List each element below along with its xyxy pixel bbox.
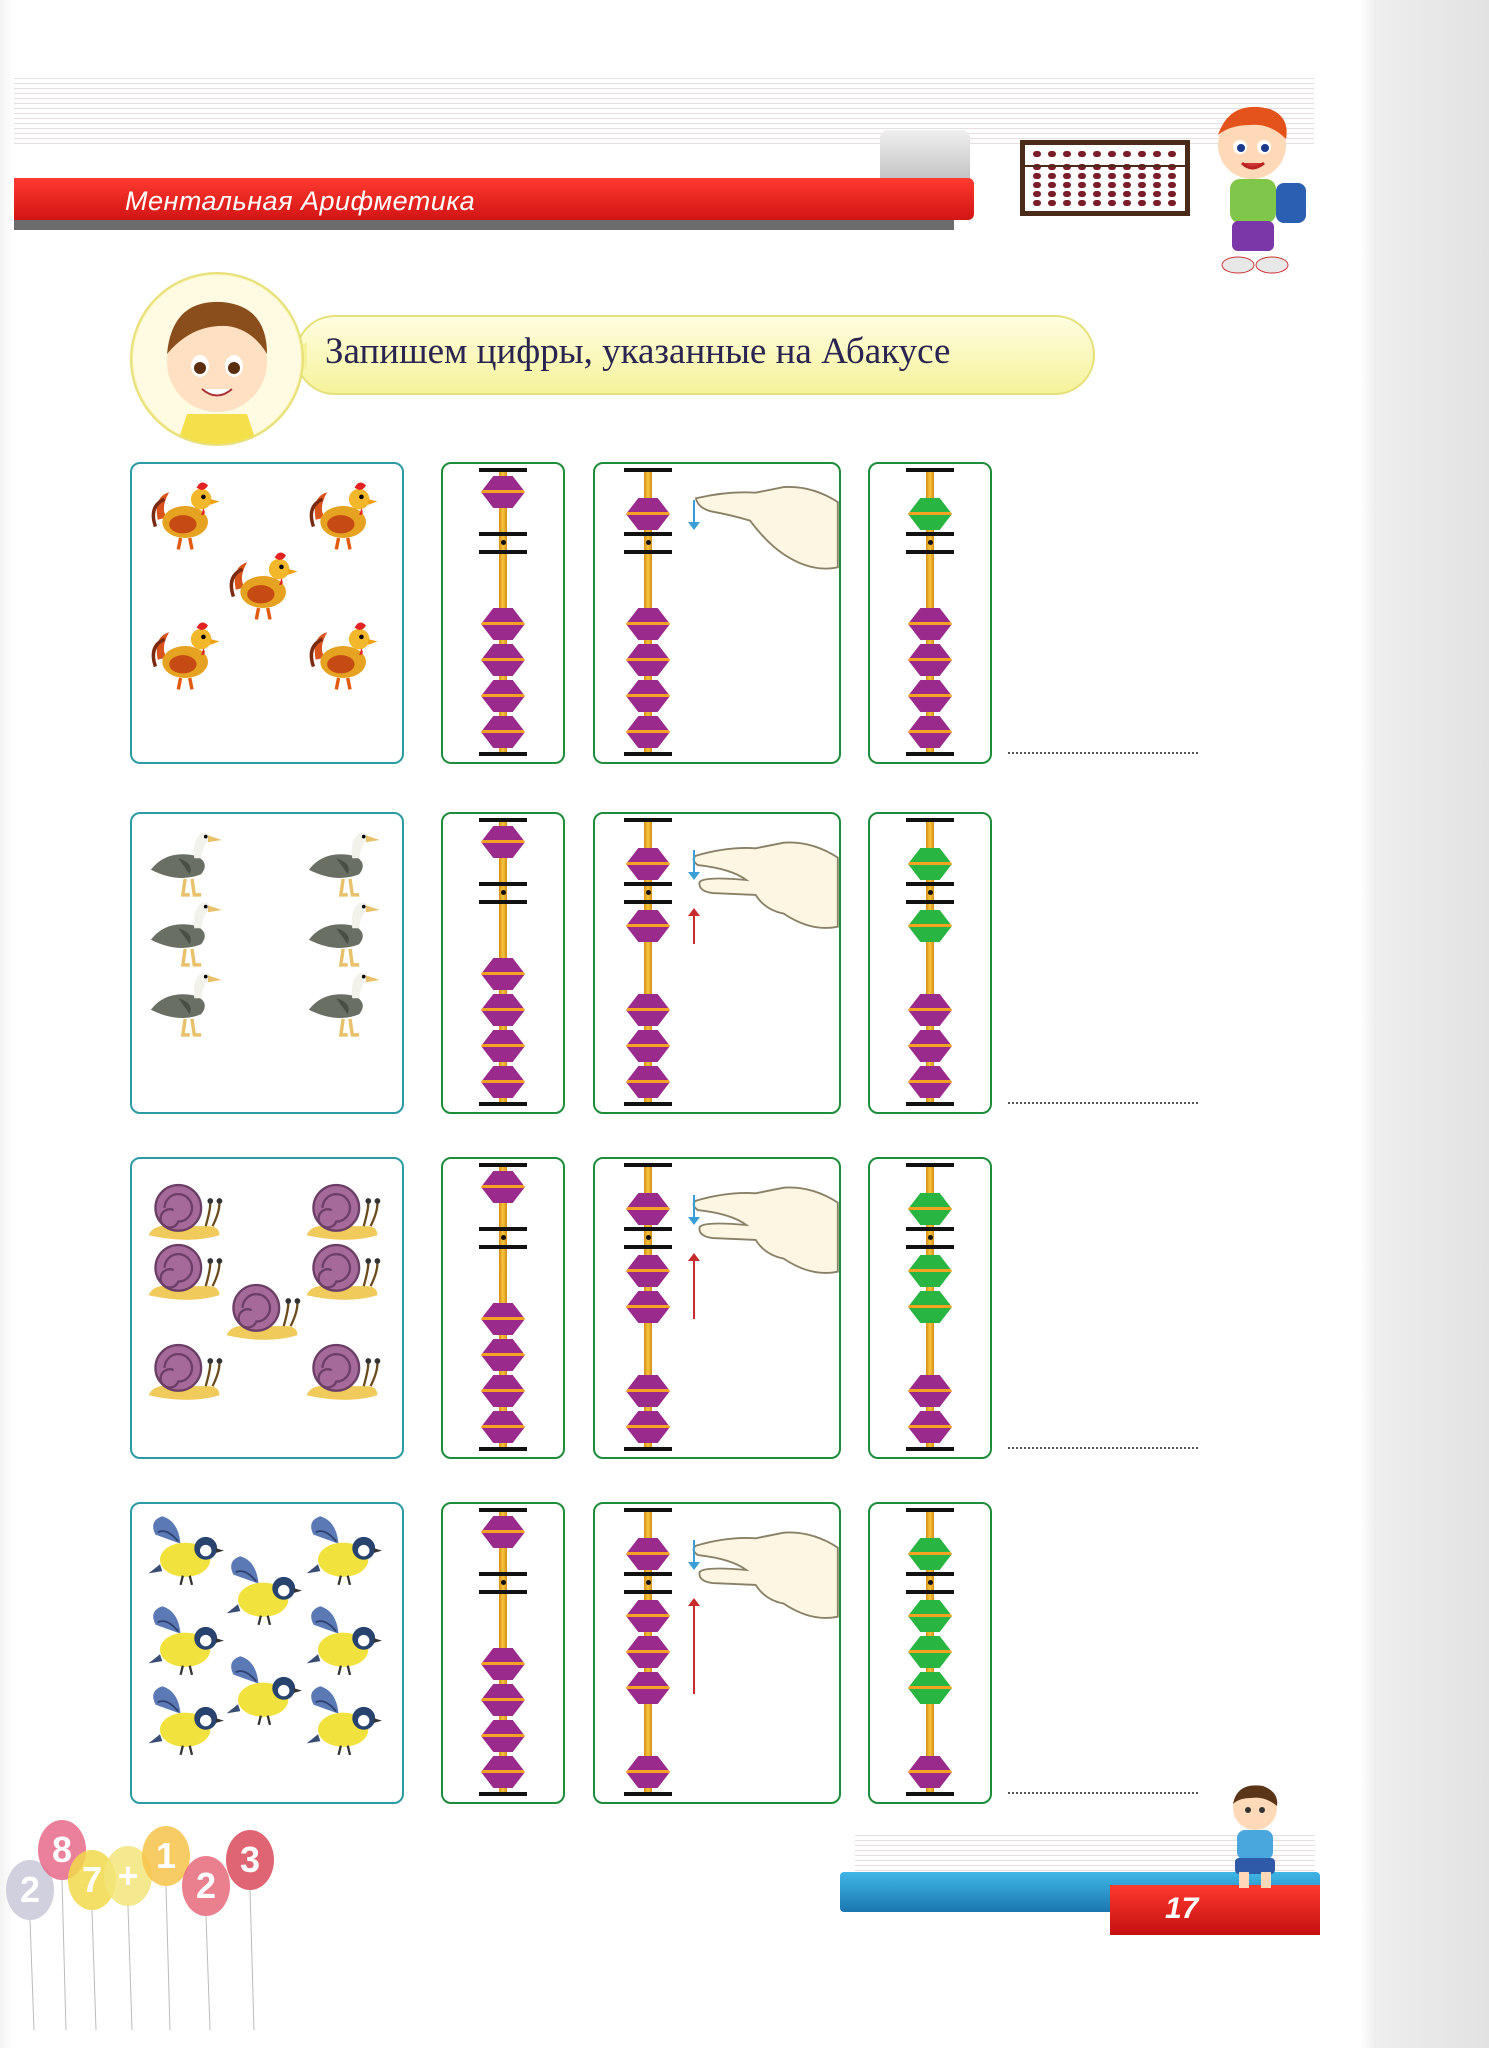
abacus-top-bar <box>906 818 954 822</box>
abacus-icon-bead <box>1048 151 1056 157</box>
abacus-icon-bead <box>1153 200 1161 206</box>
abacus-icon-bead <box>1108 173 1116 179</box>
abacus-center-dot <box>501 1235 506 1240</box>
abacus-divider-bar <box>479 1590 527 1594</box>
abacus-center-dot <box>928 890 933 895</box>
abacus-icon-bead <box>1093 173 1101 179</box>
abacus-upper-bead <box>626 1538 670 1570</box>
abacus-lower-bead <box>481 1339 525 1371</box>
abacus-divider-bar <box>479 882 527 886</box>
abacus-lower-bead <box>481 608 525 640</box>
bird-icon <box>302 964 382 1044</box>
animals-card <box>130 462 404 764</box>
rooster-icon <box>144 614 224 694</box>
up-arrow-head <box>688 908 700 916</box>
abacus-result-card <box>868 1502 992 1804</box>
abacus-icon-bead <box>1033 200 1041 206</box>
abacus-upper-bead <box>908 1538 952 1570</box>
bird-icon <box>144 964 224 1044</box>
abacus-icon-bead <box>1048 173 1056 179</box>
abacus-hand-card <box>593 812 841 1114</box>
abacus-top-bar <box>479 468 527 472</box>
abacus-bottom-bar <box>624 1102 672 1106</box>
abacus-center-dot <box>646 1235 651 1240</box>
abacus-empty-card <box>441 462 565 764</box>
abacus-icon-bead <box>1033 151 1041 157</box>
abacus-lower-bead <box>626 1636 670 1668</box>
abacus-divider-bar <box>906 900 954 904</box>
abacus-upper-bead <box>908 848 952 880</box>
abacus-hand-rod-area <box>603 814 693 1116</box>
answer-line <box>1008 1792 1198 1794</box>
abacus-bottom-bar <box>624 1792 672 1796</box>
abacus-bottom-bar <box>624 752 672 756</box>
balloon-string <box>62 1880 66 2030</box>
abacus-icon-bead <box>1108 200 1116 206</box>
abacus-divider-bar <box>906 550 954 554</box>
abacus-divider-bar <box>479 532 527 536</box>
abacus-bottom-bar <box>624 1447 672 1451</box>
abacus-lower-bead <box>908 608 952 640</box>
abacus-lower-bead <box>481 1375 525 1407</box>
balloon-string <box>92 1910 96 2030</box>
titmouse-icon <box>144 1514 224 1594</box>
abacus-icon-bead <box>1048 191 1056 197</box>
balloon-digit: 7 <box>81 1859 103 1900</box>
abacus-bottom-bar <box>906 752 954 756</box>
abacus-icon-bead <box>1093 182 1101 188</box>
abacus-icon-bead <box>1108 191 1116 197</box>
abacus-divider-bar <box>906 1227 954 1231</box>
abacus-bottom-bar <box>906 1792 954 1796</box>
abacus-center-dot <box>928 540 933 545</box>
abacus-lower-bead <box>908 1255 952 1287</box>
abacus-icon-bead <box>1123 200 1131 206</box>
abacus-divider-bar <box>479 900 527 904</box>
abacus-icon-bead <box>1138 182 1146 188</box>
boy-sitting-icon <box>1215 1780 1295 1890</box>
abacus-hand-card <box>593 1157 841 1459</box>
up-arrow-icon <box>693 914 695 944</box>
abacus-icon-bead <box>1153 173 1161 179</box>
abacus-bottom-bar <box>479 1102 527 1106</box>
abacus-bottom-bar <box>479 1447 527 1451</box>
titmouse-icon <box>302 1604 382 1684</box>
abacus-icon-bead <box>1138 191 1146 197</box>
answer-line <box>1008 1447 1198 1449</box>
exercise-row <box>0 812 1489 1114</box>
animals-card <box>130 812 404 1114</box>
abacus-lower-bead <box>626 1756 670 1788</box>
abacus-bottom-bar <box>479 752 527 756</box>
abacus-icon-divider <box>1025 165 1185 167</box>
abacus-icon-bead <box>1123 182 1131 188</box>
abacus-hand-rod-area <box>603 1159 693 1461</box>
abacus-empty-card <box>441 1502 565 1804</box>
abacus-divider-bar <box>906 532 954 536</box>
abacus-lower-bead <box>908 994 952 1026</box>
balloon-digit: 1 <box>155 1835 177 1876</box>
abacus-divider-bar <box>479 550 527 554</box>
abacus-icon-bead <box>1123 151 1131 157</box>
abacus-bottom-bar <box>906 1447 954 1451</box>
snail-icon <box>144 1229 224 1309</box>
abacus-center-dot <box>501 890 506 895</box>
abacus-lower-bead <box>626 1291 670 1323</box>
abacus-lower-bead <box>626 1066 670 1098</box>
abacus-icon-bead <box>1078 182 1086 188</box>
abacus-icon-bead <box>1153 191 1161 197</box>
abacus-empty-card <box>441 1157 565 1459</box>
abacus-top-bar <box>906 468 954 472</box>
animals-card <box>130 1157 404 1459</box>
abacus-icon-bead <box>1168 173 1176 179</box>
abacus-bottom-bar <box>906 1102 954 1106</box>
abacus-lower-bead <box>908 1411 952 1443</box>
abacus-icon-bead <box>1078 173 1086 179</box>
bird-icon <box>302 894 382 974</box>
abacus-icon <box>1020 140 1190 216</box>
balloon-string <box>166 1886 170 2030</box>
abacus-lower-bead <box>908 1636 952 1668</box>
abacus-divider-bar <box>479 1572 527 1576</box>
rooster-icon <box>302 614 382 694</box>
abacus-upper-bead <box>481 476 525 508</box>
abacus-upper-bead <box>481 1516 525 1548</box>
down-arrow-icon <box>693 500 695 526</box>
finger-hand-icon <box>690 1514 840 1626</box>
exercise-row <box>0 462 1489 764</box>
balloon-string <box>128 1906 132 2030</box>
abacus-icon-bead <box>1063 191 1071 197</box>
number-balloons-icon <box>0 1780 300 2040</box>
abacus-upper-bead <box>626 498 670 530</box>
abacus-lower-bead <box>908 1291 952 1323</box>
rooster-icon <box>222 544 302 624</box>
boy-avatar-icon <box>130 272 304 446</box>
abacus-hand-rod-area <box>603 464 693 766</box>
abacus-top-bar <box>624 1508 672 1512</box>
abacus-hand-card <box>593 462 841 764</box>
exercise-row <box>0 1502 1489 1804</box>
balloon-string <box>30 1920 34 2030</box>
balloon-string <box>250 1890 254 2030</box>
titmouse-icon <box>222 1554 302 1634</box>
abacus-lower-bead <box>626 1255 670 1287</box>
abacus-icon-bead <box>1138 200 1146 206</box>
abacus-lower-bead <box>626 1672 670 1704</box>
abacus-lower-bead <box>481 716 525 748</box>
balloon-digit: 3 <box>239 1839 261 1880</box>
abacus-icon-bead <box>1048 200 1056 206</box>
bird-icon <box>144 824 224 904</box>
titmouse-icon <box>302 1684 382 1764</box>
abacus-top-bar <box>624 468 672 472</box>
abacus-icon-bead <box>1093 191 1101 197</box>
abacus-upper-bead <box>908 498 952 530</box>
abacus-icon-bead <box>1168 182 1176 188</box>
abacus-icon-bead <box>1063 173 1071 179</box>
down-arrow-icon <box>693 1540 695 1566</box>
titmouse-icon <box>144 1604 224 1684</box>
abacus-icon-bead <box>1063 182 1071 188</box>
abacus-divider-bar <box>906 1245 954 1249</box>
abacus-icon-bead <box>1093 200 1101 206</box>
abacus-icon-bead <box>1168 200 1176 206</box>
snail-icon <box>302 1229 382 1309</box>
abacus-lower-bead <box>481 958 525 990</box>
abacus-lower-bead <box>626 680 670 712</box>
header-title: Ментальная Арифметика <box>125 186 476 216</box>
abacus-lower-bead <box>626 994 670 1026</box>
abacus-divider-bar <box>624 882 672 886</box>
abacus-top-bar <box>479 1508 527 1512</box>
abacus-icon-bead <box>1108 182 1116 188</box>
abacus-lower-bead <box>481 1720 525 1752</box>
finger-hand-icon <box>690 824 840 936</box>
abacus-icon-bead <box>1033 173 1041 179</box>
abacus-lower-bead <box>908 1030 952 1062</box>
abacus-icon-bead <box>1123 173 1131 179</box>
abacus-divider-bar <box>479 1245 527 1249</box>
abacus-lower-bead <box>908 680 952 712</box>
abacus-center-dot <box>928 1580 933 1585</box>
abacus-divider-bar <box>906 1590 954 1594</box>
titmouse-icon <box>222 1654 302 1734</box>
abacus-lower-bead <box>908 1066 952 1098</box>
balloon-digit: 8 <box>51 1829 73 1870</box>
down-arrow-head <box>688 872 700 880</box>
abacus-lower-bead <box>481 680 525 712</box>
titmouse-icon <box>302 1514 382 1594</box>
abacus-lower-bead <box>481 644 525 676</box>
snail-icon <box>222 1269 302 1349</box>
abacus-upper-bead <box>626 1193 670 1225</box>
abacus-icon-bead <box>1138 151 1146 157</box>
abacus-lower-bead <box>481 1030 525 1062</box>
abacus-center-dot <box>646 540 651 545</box>
up-arrow-head <box>688 1253 700 1261</box>
abacus-center-dot <box>501 540 506 545</box>
abacus-divider-bar <box>624 532 672 536</box>
answer-line <box>1008 1102 1198 1104</box>
abacus-top-bar <box>906 1163 954 1167</box>
down-arrow-icon <box>693 850 695 876</box>
bird-icon <box>302 824 382 904</box>
abacus-divider-bar <box>624 900 672 904</box>
abacus-result-card <box>868 812 992 1114</box>
abacus-lower-bead <box>626 1411 670 1443</box>
abacus-lower-bead <box>481 1756 525 1788</box>
abacus-icon-bead <box>1168 151 1176 157</box>
exercise-row <box>0 1157 1489 1459</box>
abacus-upper-bead <box>908 1193 952 1225</box>
abacus-divider-bar <box>624 550 672 554</box>
header-lines <box>14 78 1314 148</box>
abacus-upper-bead <box>481 1171 525 1203</box>
rooster-icon <box>302 474 382 554</box>
balloon-digit: 2 <box>195 1865 217 1906</box>
abacus-top-bar <box>479 1163 527 1167</box>
abacus-icon-bead <box>1108 151 1116 157</box>
down-arrow-head <box>688 1217 700 1225</box>
snail-icon <box>144 1329 224 1409</box>
down-arrow-head <box>688 522 700 530</box>
abacus-hand-rod-area <box>603 1504 693 1806</box>
abacus-divider-bar <box>624 1590 672 1594</box>
abacus-divider-bar <box>906 1572 954 1576</box>
abacus-lower-bead <box>626 644 670 676</box>
abacus-icon-bead <box>1168 191 1176 197</box>
abacus-lower-bead <box>481 994 525 1026</box>
abacus-icon-bead <box>1138 173 1146 179</box>
up-arrow-head <box>688 1598 700 1606</box>
abacus-lower-bead <box>908 1672 952 1704</box>
abacus-top-bar <box>479 818 527 822</box>
abacus-icon-bead <box>1153 182 1161 188</box>
animals-card <box>130 1502 404 1804</box>
abacus-icon-bead <box>1048 182 1056 188</box>
abacus-empty-card <box>441 812 565 1114</box>
abacus-icon-bead <box>1063 200 1071 206</box>
finger-hand-icon <box>690 474 840 586</box>
snail-icon <box>302 1329 382 1409</box>
abacus-icon-bead <box>1123 191 1131 197</box>
titmouse-icon <box>144 1684 224 1764</box>
abacus-icon-bead <box>1078 191 1086 197</box>
abacus-icon-bead <box>1093 151 1101 157</box>
abacus-lower-bead <box>626 1600 670 1632</box>
abacus-lower-bead <box>908 1375 952 1407</box>
abacus-lower-bead <box>626 1375 670 1407</box>
rooster-icon <box>144 474 224 554</box>
boy-mascot-icon <box>1190 95 1320 285</box>
abacus-lower-bead <box>481 1684 525 1716</box>
abacus-lower-bead <box>908 1600 952 1632</box>
instruction-text: Запишем цифры, указанные на Абакусе <box>325 331 951 372</box>
abacus-lower-bead <box>481 1303 525 1335</box>
finger-hand-icon <box>690 1169 840 1281</box>
up-arrow-icon <box>693 1604 695 1694</box>
abacus-center-dot <box>646 1580 651 1585</box>
abacus-lower-bead <box>908 1756 952 1788</box>
abacus-icon-bead <box>1078 200 1086 206</box>
abacus-icon-bead <box>1153 151 1161 157</box>
abacus-center-dot <box>928 1235 933 1240</box>
abacus-lower-bead <box>481 1066 525 1098</box>
abacus-icon-bead <box>1033 182 1041 188</box>
abacus-bottom-bar <box>479 1792 527 1796</box>
abacus-divider-bar <box>624 1227 672 1231</box>
balloon-digit: 2 <box>19 1869 41 1910</box>
abacus-lower-bead <box>908 716 952 748</box>
abacus-lower-bead <box>626 608 670 640</box>
bird-icon <box>144 894 224 974</box>
abacus-lower-bead <box>908 910 952 942</box>
abacus-divider-bar <box>906 882 954 886</box>
abacus-divider-bar <box>624 1572 672 1576</box>
down-arrow-head <box>688 1562 700 1570</box>
footer-ribbon-red <box>1110 1885 1320 1935</box>
abacus-icon-bead <box>1033 191 1041 197</box>
abacus-lower-bead <box>908 644 952 676</box>
abacus-divider-bar <box>479 1227 527 1231</box>
abacus-center-dot <box>501 1580 506 1585</box>
abacus-icon-bead <box>1078 151 1086 157</box>
abacus-hand-card <box>593 1502 841 1804</box>
answer-line <box>1008 752 1198 754</box>
abacus-lower-bead <box>626 716 670 748</box>
abacus-lower-bead <box>626 1030 670 1062</box>
abacus-lower-bead <box>626 910 670 942</box>
balloon-string <box>206 1916 210 2030</box>
abacus-lower-bead <box>481 1648 525 1680</box>
abacus-top-bar <box>624 1163 672 1167</box>
abacus-center-dot <box>646 890 651 895</box>
abacus-divider-bar <box>624 1245 672 1249</box>
down-arrow-icon <box>693 1195 695 1221</box>
abacus-top-bar <box>624 818 672 822</box>
up-arrow-icon <box>693 1259 695 1319</box>
page-number: 17 <box>1165 1892 1199 1925</box>
abacus-icon-bead <box>1063 151 1071 157</box>
abacus-top-bar <box>906 1508 954 1512</box>
abacus-lower-bead <box>481 1411 525 1443</box>
abacus-upper-bead <box>481 826 525 858</box>
abacus-result-card <box>868 462 992 764</box>
balloon-digit: + <box>117 1855 139 1896</box>
abacus-result-card <box>868 1157 992 1459</box>
abacus-upper-bead <box>626 848 670 880</box>
